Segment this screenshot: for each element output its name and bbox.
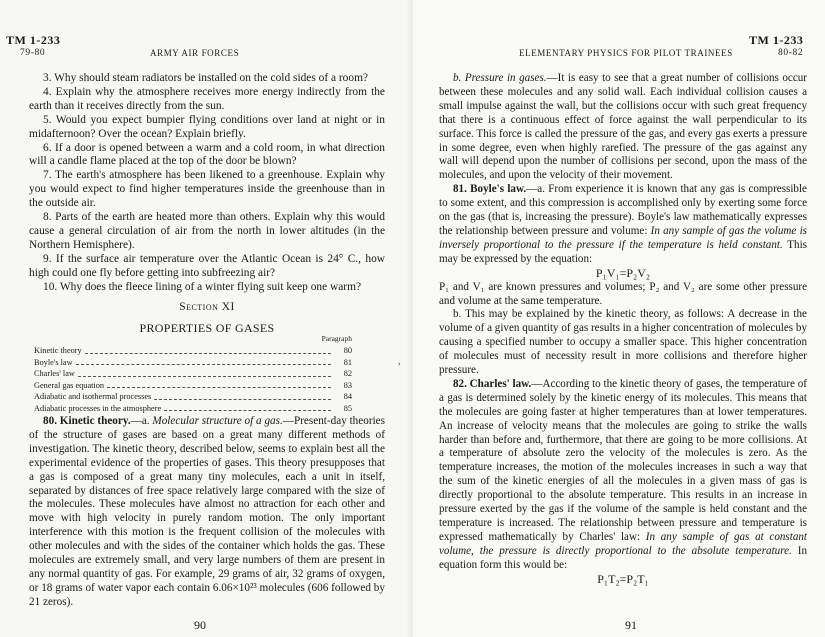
paragraph-80b: b. Pressure in gases.—It is easy to see that a great number of collisions occur between these molecules and any solid wall. Each individual collision causes a small impulse against the wall, but the collisions occur with such great frequency that there is a continuous effect of force against the wall perpendicular to its surface. This force is called the pressure of the gas, and every gas exerts a pressure in some degree, even when highly rarefied. The pressure of the gas against any wall will depend upon the number of collisions per second, upon the mass of the molecules, and upon the velocity of their movement. xyxy=(439,72,808,182)
paragraph-81-variables: P₁ and V₁ are known pressures and volumes; P₂ and V₂ are some other pressure and volume at the same temperature. xyxy=(439,280,807,307)
paragraph-82: 82. Charles' law.—According to the kinetic theory of gases, the temperature of a gas is determined solely by the kinetic energy of its molecules. This means that the molecules are going faster at higher temperatures than at lower temperatures. An increase of velocity means that the molecules are going to strike the walls harder than before and, furthermore, that there are going to be more collisions. At a temperature of absolute zero the velocity of the molecules is zero. As the temperature increases, the motion of the molecules increases in such a way that the sum of the kinetic energies of all the molecules in a given mass of gas is directly proportional to the absolute temperature. This results in an increase in pressure exerted by the gas if the volume of the sample is held constant and the temperature is increased. The relationship between pressure and temperature is expressed mathematically by Charles' law: In any sample of gas at constant volume, the pressure is directly proportional to the absolute temperature. In equation form this would be: xyxy=(439,377,808,571)
para-80-heading: 80. Kinetic theory. xyxy=(43,415,131,427)
para-81-heading: 81. Boyle's law. xyxy=(453,183,527,196)
right-body xyxy=(439,72,807,587)
toc-row: Boyle's law 81 xyxy=(34,357,352,367)
right-page xyxy=(413,0,825,637)
question-3: 3. Why should steam radiators be installed on the cold sides of a room? xyxy=(43,72,368,84)
left-paragraph-range: 79-80 xyxy=(20,48,46,58)
boyles-law-equation: P₁V₁=P₂V₂ xyxy=(595,265,651,280)
toc-row: Adiabatic processes in the atmosphere 85 xyxy=(34,403,352,413)
charles-law-equation: P₁T₂=P₂T₁ xyxy=(597,571,649,586)
question-9: 9. If the surface air temperature over the Atlantic Ocean is 24° C., how high could one fly before getting into subfreezing air? xyxy=(29,252,385,279)
para-82-heading: 82. Charles' law. xyxy=(453,377,532,390)
toc-row: Kinetic theory 80 xyxy=(34,346,352,355)
question-8: 8. Parts of the earth are heated more than others. Explain why this would cause a general circulation of air from the north in lower altitudes (in the Northern Hemisphere). xyxy=(29,211,385,251)
paragraph-81b: b. This may be explained by the kinetic theory, as follows: A decrease in the volume of a given quantity of gas results in a higher concentration of molecules by causing a specified number to occupy a smaller space. This higher concentration of molecules must of necessity result in more collisions and therefore higher pressure. xyxy=(439,308,807,377)
left-tm-number: TM 1-233 xyxy=(6,33,61,47)
left-page-number: 90 xyxy=(194,618,206,632)
review-questions xyxy=(29,72,385,295)
section-heading: PROPERTIES OF GASES xyxy=(139,321,275,335)
right-tm-number: TM 1-233 xyxy=(749,33,804,47)
question-5: 5. Would you expect bumpier flying conditions over land at night or in midafternoon? Over the ocean? Explain briefly. xyxy=(29,113,385,140)
toc-paragraph-label: Paragraph xyxy=(321,334,352,343)
left-running-title: ARMY AIR FORCES xyxy=(150,48,240,58)
toc-row: General gas equation 83 xyxy=(34,380,352,390)
paragraph-81a: 81. Boyle's law.—a. From experience it is known that any gas is compressible to some extent, and this compression is accomplished only by exerting some force on the gas (that is, increasing the pressure). Boyle's law mathematically expresses the relationship between pressure and volume: In any sample of gas the volume is inversely proportional to the pressure if the temperature is held constant. This may be expressed by the equation: xyxy=(439,183,807,265)
para-80-subheading: Molecular structure of a gas. xyxy=(152,415,283,427)
section-title: Section XI xyxy=(179,301,235,313)
toc-row: Charles' law 82 xyxy=(34,369,352,378)
paragraph-80: 80. Kinetic theory.—a. Molecular structure of a gas.—Present-day theories of the structure of gases are based on a great many different methods of investigation. The kinetic theory, described below, seems to explain best all the experimental evidence of the properties of gases. This theory presupposes that a gas is composed of a great many tiny molecules, each a unit in itself, separated by distances of free space relatively large compared with the size of the molecules. These molecules have almost no attraction for each other and move with high velocity in purely random motion. The only important interference with this motion is the frequent collision of the molecules with other molecules and with the sides of the container which holds the gas. These molecules are extremely small, and very large numbers of them are present in any normal quantity of gas. For example, 29 grams of air, 32 grams of oxygen, or 18 grams of water vapor each contain 6.06×10²³ molecules (606 followed by 21 zeros). xyxy=(29,415,385,608)
toc-list xyxy=(34,345,352,414)
right-running-title: ELEMENTARY PHYSICS FOR PILOT TRAINEES xyxy=(519,48,733,58)
question-4: 4. Explain why the atmosphere receives more energy indirectly from the earth than it receives directly from the sun. xyxy=(29,85,385,112)
scan-mark: , xyxy=(398,356,401,367)
question-10: 10. Why does the fleece lining of a winter flying suit keep one warm? xyxy=(43,280,361,293)
right-page-number: 91 xyxy=(625,618,637,632)
left-page xyxy=(0,0,412,637)
right-paragraph-range: 80-82 xyxy=(778,48,804,58)
question-6: 6. If a door is opened between a warm and a cold room, in what direction will a candle flame placed at the top of the door be blown? xyxy=(29,141,385,168)
question-7: 7. The earth's atmosphere has been likened to a greenhouse. Explain why you would expect to find higher temperatures inside the greenhouse than in the outside air. xyxy=(29,169,385,210)
toc-row: Adiabatic and isothermal processes 84 xyxy=(34,392,352,401)
